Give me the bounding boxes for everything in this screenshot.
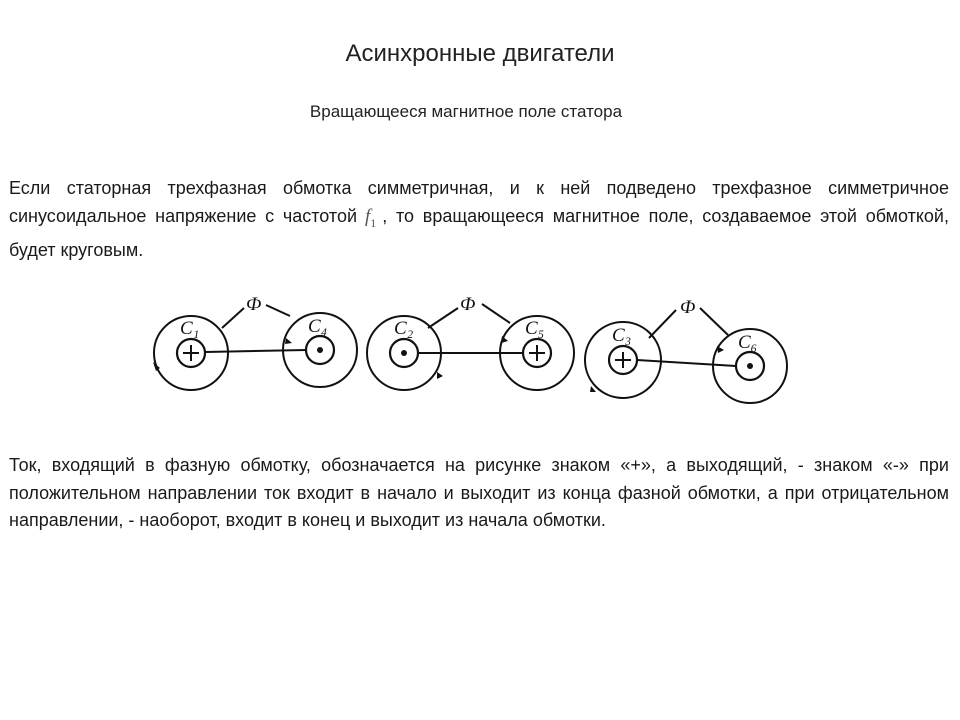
coil-group-1 <box>153 294 357 390</box>
arrow-icon <box>717 346 724 353</box>
flux-leader-1a <box>222 308 244 328</box>
slide-title: Асинхронные двигатели <box>345 40 615 67</box>
flux-leader-3a <box>649 310 676 338</box>
flux-label-3: Ф <box>680 297 696 318</box>
flux-label-1: Ф <box>246 294 262 315</box>
dot-sign-c4 <box>317 347 323 353</box>
formula-symbol: f <box>365 205 371 227</box>
coil-label-c2: C₂ <box>394 318 414 339</box>
connector-bar-3 <box>637 360 736 366</box>
coil-label-c6: C₆ <box>738 332 758 353</box>
formula-subscript: 1 <box>370 215 377 230</box>
coil-label-c3: C₃ <box>612 325 632 346</box>
explanation-paragraph: Ток, входящий в фазную обмотку, обозначается на рисунке знаком «+», а выходящий, - знаком «-» при положительном направлении ток входит в начало и выходит из конца фазной обмотки, а при отрицательном направлении, - наоборот, входит в конец и выходит из начала обмотки. <box>9 455 949 530</box>
intro-paragraph <box>9 175 949 264</box>
coil-label-c1: C₁ <box>180 318 200 339</box>
intro-text-part-1: Если статорная трехфазная обмотка симметричная, и к ней подведено трехфазное симметричное синусоидальное напряжение с частотой <box>9 178 949 226</box>
dot-sign-c2 <box>401 350 407 356</box>
coil-label-c4: C₄ <box>308 316 328 337</box>
intro-text-part-2: , то вращающееся магнитное поле, создаваемое этой обмоткой, будет круговым. <box>9 205 949 260</box>
slide-subtitle: Вращающееся магнитное поле статора <box>309 102 623 121</box>
stator-field-diagram-part-3 <box>440 280 760 410</box>
dot-sign-c6 <box>747 363 753 369</box>
arrow-icon <box>285 338 292 344</box>
connector-bar-1 <box>205 350 306 352</box>
coil-label-c5: C₅ <box>525 318 545 339</box>
flux-leader-3b <box>700 308 728 335</box>
frequency-formula <box>357 205 382 230</box>
coil-group-3 <box>585 297 787 403</box>
flux-label-2: Ф <box>460 294 476 315</box>
flux-leader-1b <box>266 305 290 316</box>
